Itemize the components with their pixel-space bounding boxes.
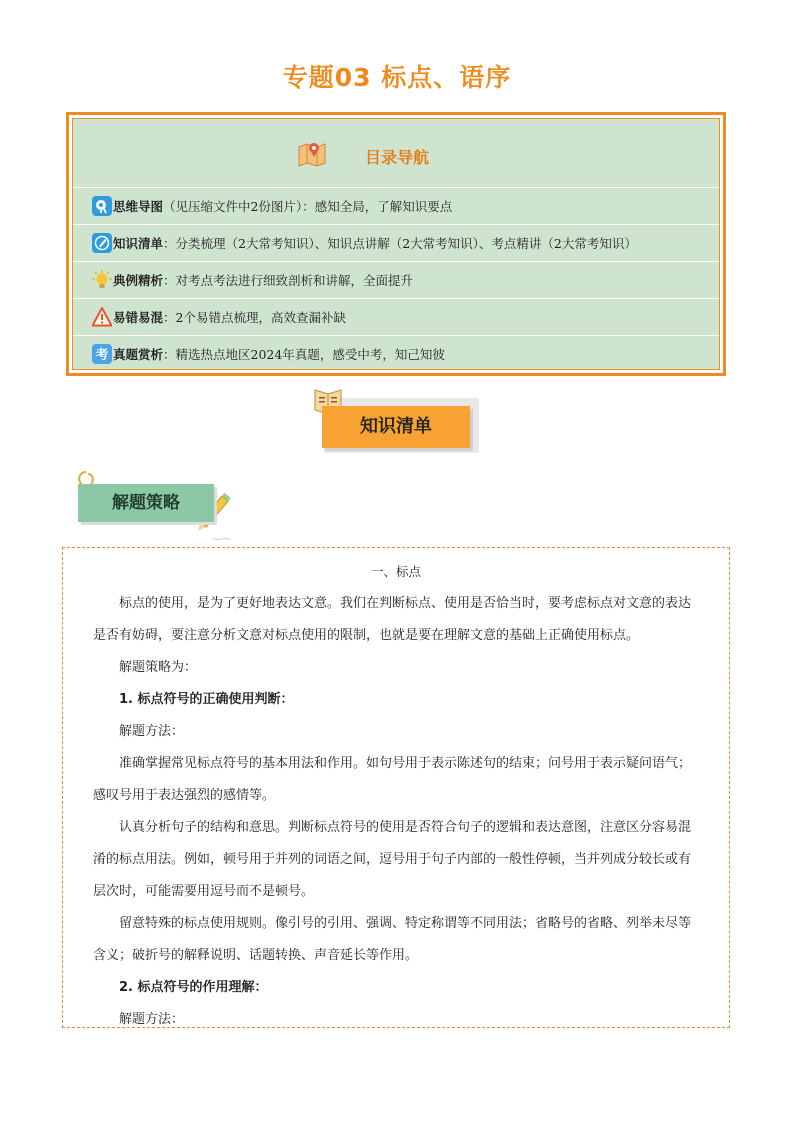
nav-row-text: 易错易混：2个易错点梳理，高效查漏补缺 bbox=[113, 310, 346, 325]
section-heading: 一、标点 bbox=[370, 564, 421, 579]
paragraph: 准确掌握常见标点符号的基本用法和作用。如句号用于表示陈述句的结束；问号用于表示疑问语气；感叹号用于表达强烈的感情等。 bbox=[93, 756, 692, 803]
paragraph: 留意特殊的标点使用规则。像引号的引用、强调、特定称谓等不同用法；省略号的省略、列举未尽等含义；破折号的解释说明、话题转换、声音延长等作用。 bbox=[93, 916, 692, 963]
paragraph: 认真分析句子的结构和意思。判断标点符号的使用是否符合句子的逻辑和表达意图，注意区分容易混淆的标点用法。例如，顿号用于并列的词语之间，逗号用于句子内部的一般性停顿，当并列成分较长或有层次时，可能需要用逗号而不是顿号。 bbox=[93, 820, 692, 899]
page-title: 专题03 标点、语序 bbox=[282, 63, 512, 92]
lightbulb-icon bbox=[92, 270, 112, 290]
exam-icon bbox=[92, 344, 112, 364]
paragraph: 解题方法： bbox=[119, 724, 185, 739]
navigation-panel-inner bbox=[72, 118, 720, 370]
nav-row-checklist[interactable] bbox=[73, 224, 719, 261]
nav-row-mindmap[interactable] bbox=[73, 187, 719, 224]
strategy-tab: 解题策略 bbox=[78, 484, 214, 522]
nav-row-text: 思维导图（见压缩文件中2份图片）：感知全局，了解知识要点 bbox=[113, 199, 453, 214]
pen-icon bbox=[92, 233, 112, 253]
map-pin-icon bbox=[297, 139, 327, 167]
navigation-panel bbox=[66, 112, 726, 376]
nav-row-examples[interactable] bbox=[73, 261, 719, 298]
nav-row-mistakes[interactable] bbox=[73, 298, 719, 335]
subheading: 1. 标点符号的正确使用判断： bbox=[119, 692, 294, 707]
navigation-title: 目录导航 bbox=[365, 148, 430, 167]
paragraph: 解题策略为： bbox=[119, 660, 198, 675]
nav-row-text: 知识清单：分类梳理（2大常考知识）、知识点讲解（2大常考知识）、考点精讲（2大常考知识） bbox=[113, 236, 637, 251]
content-box bbox=[62, 547, 730, 1028]
exam-glyph: 考 bbox=[95, 348, 109, 363]
nav-row-text: 真题赏析：精选热点地区2024年真题，感受中考，知己知彼 bbox=[113, 347, 445, 362]
paragraph: 标点的使用，是为了更好地表达文意。我们在判断标点、使用是否恰当时，要考虑标点对文意的表达是否有妨碍，要注意分析文意对标点使用的限制，也就是要在理解文意的基础上正确使用标点。 bbox=[93, 596, 692, 643]
nav-row-text: 典例精析：对考点考法进行细致剖析和讲解，全面提升 bbox=[113, 273, 414, 288]
navigation-header bbox=[73, 119, 719, 187]
brain-icon bbox=[92, 196, 112, 216]
nav-row-real-exams[interactable] bbox=[73, 335, 719, 372]
subheading: 2. 标点符号的作用理解： bbox=[119, 980, 268, 995]
warning-icon bbox=[92, 307, 112, 327]
paragraph: 解题方法： bbox=[119, 1012, 185, 1027]
section-badge: 知识清单 bbox=[322, 406, 470, 448]
